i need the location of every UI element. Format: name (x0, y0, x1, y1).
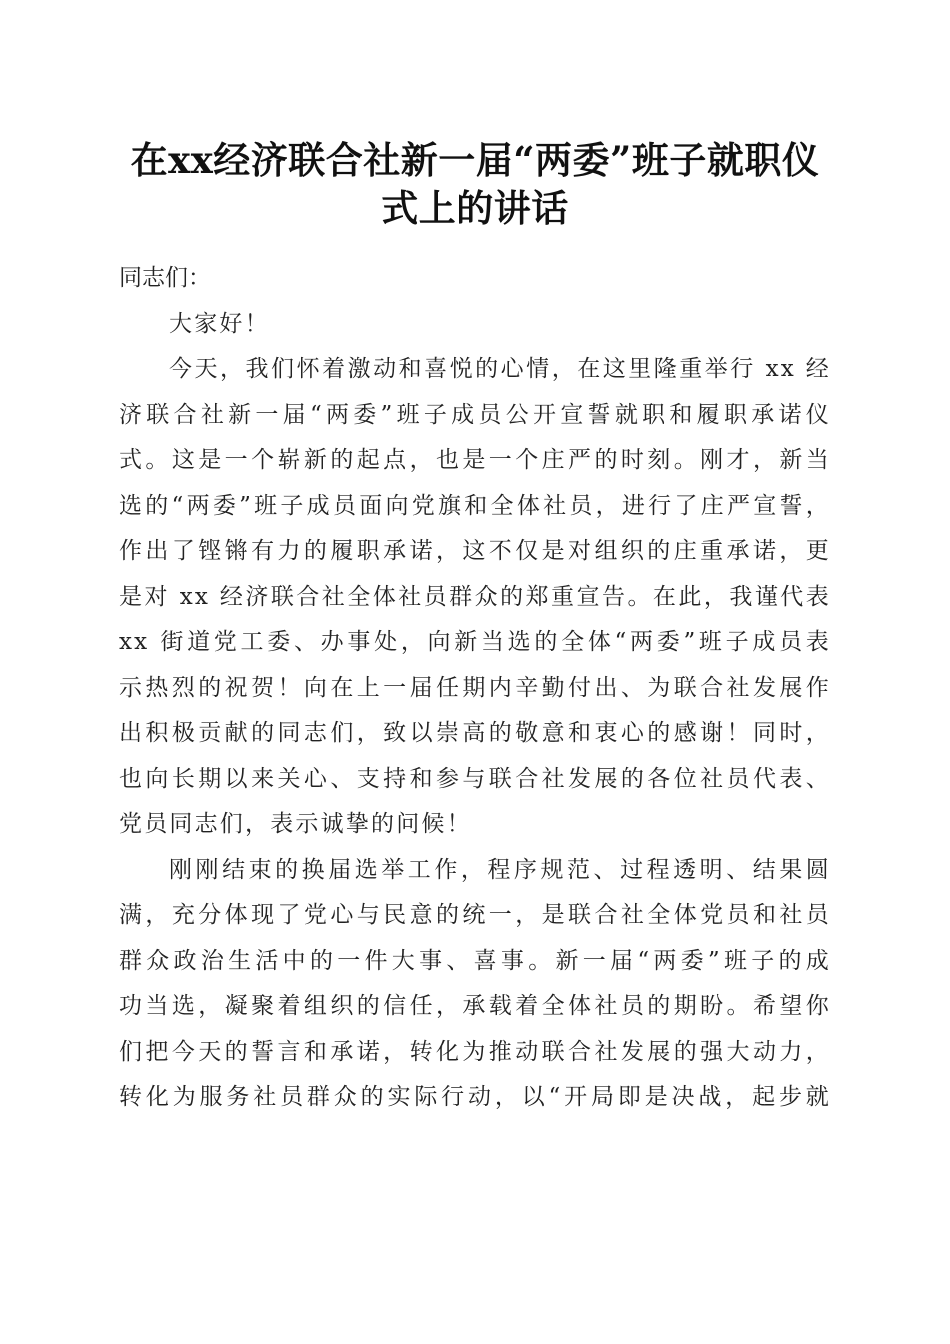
title-line-1: 在xx经济联合社新一届“两委”班子就职仪 (130, 138, 820, 182)
paragraph-2-line: 们把今天的誓言和承诺，转化为推动联合社发展的强大动力， (119, 1038, 831, 1065)
salutation: 同志们： (119, 265, 211, 291)
paragraph-1-line: 也向长期以来关心、支持和参与联合社发展的各位社员代表、 (119, 765, 831, 792)
paragraph-2-line: 转化为服务社员群众的实际行动，以“开局即是决战，起步就 (119, 1084, 831, 1110)
paragraph-2-line: 功当选，凝聚着组织的信任，承载着全体社员的期盼。希望你 (119, 993, 831, 1019)
greeting: 大家好！ (169, 310, 270, 337)
paragraph-2-line: 刚刚结束的换届选举工作，程序规范、过程透明、结果圆 (169, 856, 831, 883)
paragraph-1-line: 示热烈的祝贺！向在上一届任期内辛勤付出、为联合社发展作 (119, 674, 831, 701)
paragraph-1-line: xx 街道党工委、办事处，向新当选的全体“两委”班子成员表 (119, 629, 831, 655)
document-body (119, 256, 831, 1121)
paragraph-1-line: 是对 xx 经济联合社全体社员群众的郑重宣告。在此，我谨代表 (119, 583, 831, 610)
paragraph-1 (119, 347, 831, 848)
paragraph-1-line: 出积极贡献的同志们，致以崇高的敬意和衷心的感谢！同时， (119, 720, 831, 746)
paragraph-1-line: 作出了铿锵有力的履职承诺，这不仅是对组织的庄重承诺，更 (119, 538, 831, 564)
document-title (100, 136, 850, 232)
paragraph-2 (119, 848, 831, 1121)
title-line-2: 式上的讲话 (381, 186, 569, 230)
paragraph-1-line: 式。这是一个崭新的起点，也是一个庄严的时刻。刚才，新当 (119, 447, 831, 473)
paragraph-1-line: 济联合社新一届“两委”班子成员公开宣誓就职和履职承诺仪 (119, 401, 831, 428)
paragraph-2-line: 群众政治生活中的一件大事、喜事。新一届“两委”班子的成 (119, 947, 831, 974)
paragraph-2-line: 满，充分体现了党心与民意的统一，是联合社全体党员和社员 (119, 902, 831, 928)
paragraph-1-line: 选的“两委”班子成员面向党旗和全体社员，进行了庄严宣誓， (119, 492, 831, 519)
paragraph-1-line: 今天，我们怀着激动和喜悦的心情，在这里隆重举行 xx 经 (169, 356, 831, 382)
paragraph-1-line: 党员同志们，表示诚挚的问候！ (119, 811, 472, 837)
